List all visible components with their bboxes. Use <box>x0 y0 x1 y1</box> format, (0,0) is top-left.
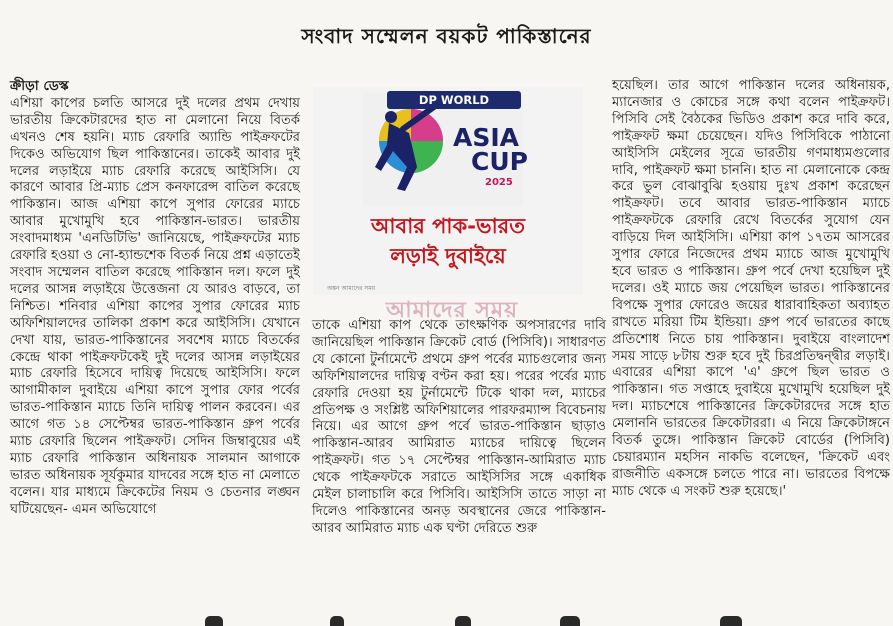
text-fragment-mark <box>330 616 344 626</box>
photo-caption <box>313 211 583 271</box>
text-fragment-mark <box>560 616 580 626</box>
article-column-3 <box>612 78 890 501</box>
text-fragment-mark <box>205 616 223 626</box>
caption-line-2: লড়াই দুবাইয়ে <box>390 244 506 268</box>
logo-text-asia: ASIA <box>453 123 520 152</box>
column-2-text: তাকে এশিয়া কাপ থেকে তাৎক্ষণিক অপসারণের দাবি জানিয়েছিল পাকিস্তান ক্রিকেট বোর্ড (পিসিবি)। সাধারণত যে কোনো টুর্নামেন্টে প্রথমে গ্রুপ পর্বের ম্যাচগুলোর জন্য অফিশিয়ালদের দায়িত্ব বণ্টন করা হয়। পরের পর্বের ম্যাচ রেফারি দেওয়া হয় টুর্নামেন্টে টিকে থাকা দল, ম্যাচের প্রতিপক্ষ ও সংশ্লিষ্ট অফিশিয়ালের পারফরম্যান্স বিবেচনায় নিয়ে। এর আগে গ্রুপ পর্বে ভারত-পাকিস্তান ছাড়াও পাকিস্তান-আরব আমিরাত ম্যাচের দায়িত্বে ছিলেন পাইক্রফট। গত ১৭ সেপ্টেম্বর পাকিস্তান-আমিরাত ম্যাচ থেকে পাইক্রফটকে সরাতে আইসিসির সঙ্গে একাধিক মেইল চালাচালি করে পিসিবি। আইসিসি তাতে সাড়া না দিলেও পাকিস্তানের অনড় অবস্থানের জেরে পাকিস্তান-আরব আমিরাত ম্যাচ এক ঘণ্টা দেরিতে শুরু <box>312 318 606 536</box>
article-column-1 <box>10 78 300 519</box>
byline-text: ক্রীড়া ডেস্ক <box>10 78 69 94</box>
photo-credit: অঙ্কন আমাদের সময় <box>327 285 376 292</box>
caption-line-1: আবার পাক-ভারত <box>371 214 525 238</box>
byline <box>10 78 300 96</box>
next-article-edge <box>0 612 893 626</box>
column-3-text: হয়েছিল। তার আগে পাকিস্তান দলের অধিনায়ক, ম্যানেজার ও কোচের সঙ্গে কথা বলেন পাইক্রফট। পিসিবি সেই বৈঠকের ভিডিও প্রকাশ করে দাবি করে, পাইক্রফট ক্ষমা চেয়েছেন। যদিও পিসিবিকে পাঠানো আইসিসি মেইলের সূত্রে ভারতীয় গণমাধ্যমগুলোর দাবি, পাইক্রফট ক্ষমা চাননি। হাত না মেলানোকে কেন্দ্র করে ভুল বোঝাবুঝি হওয়ায় দুঃখ প্রকাশ করেছেন পাইক্রফট। তবে আবার ভারত-পাকিস্তান ম্যাচে পাইক্রফটকে রেফারি রেখে বিতর্কের সুযোগ যেন বাড়িয়ে দিল আইসিসি। এশিয়া কাপ ১৭তম আসরের সুপার ফোরে নিজেদের প্রথম ম্যাচে আজ মুখোমুখি হবে ভারত ও পাকিস্তান। গ্রুপ পর্বে দেখা হয়েছিল দুই দলের। ওই ম্যাচে জয় পেয়েছিল ভারত। পাকিস্তানের বিপক্ষে সুপার ফোরেও জয়ের ধারাবাহিকতা অব্যাহত রাখতে মরিয়া টিম ইন্ডিয়া। গ্রুপ পর্বে ভারতের কাছে প্রতিশোধ নিতে চায় পাকিস্তান। দুবাইয়ে বাংলাদেশ সময় সাড়ে ৮টায় শুরু হবে দুই চিরপ্রতিদ্বন্দ্বীর লড়াই। এবারের এশিয়া কাপে 'এ' গ্রুপে ছিল ভারত ও পাকিস্তান। গত সপ্তাহে দুবাইয়ে মুখোমুখি হয়েছিল দুই দল। ম্যাচশেষে পাকিস্তানের ক্রিকেটারদের সঙ্গে হাত মেলাননি ভারতের ক্রিকেটাররা। এ নিয়ে ক্রিকেটাঙ্গনে বিতর্ক তুঙ্গে। পাকিস্তান ক্রিকেট বোর্ডের (পিসিবি) চেয়ারম্যান মহসিন নাকভি বলেছেন, 'ক্রিকেট এবং রাজনীতি একসঙ্গে চলতে পারে না। ভারতের বিপক্ষে ম্যাচ থেকে এ সংকট শুরু হয়েছে।' <box>612 78 890 499</box>
article-column-2 <box>312 318 606 538</box>
dp-world-badge: DP WORLD <box>387 91 521 109</box>
column-1-text: এশিয়া কাপের চলতি আসরে দুই দলের প্রথম দেখায় ভারতীয় ক্রিকেটারদের হাত না মেলানো নিয়ে বিতর্ক এখনও শেষ হয়নি। ম্যাচ রেফারি অ্যান্ডি পাইক্রফটের দিকেও অভিযোগ ছিল পাকিস্তানের। তাকেই আবার দুই দলের লড়াইয়ে ম্যাচ রেফারি করেছে আইসিসি। যে কারণে আবার প্রি-ম্যাচ প্রেস কনফারেন্স বাতিল করেছে পাকিস্তান। আজ এশিয়া কাপে সুপার ফোরের ম্যাচে আবার মুখোমুখি হবে পাকিস্তান-ভারত। ভারতীয় সংবাদমাধ্যম 'এনডিটিভি' জানিয়েছে, পাইক্রফটের ম্যাচ রেফারি হওয়া ও নো-হ্যান্ডশেক বিতর্ক নিয়ে প্রশ্ন এড়াতেই সংবাদ সম্মেলন বাতিল করেছে পাকিস্তান দল। ফলে দুই দলের আসন্ন লড়াইয়ে উত্তেজনা যে আরও বাড়বে, তা নিশ্চিত। শনিবার এশিয়া কাপের সুপার ফোরের ম্যাচ অফিশিয়ালদের তালিকা প্রকাশ করে আইসিসি। যেখানে দেখা যায়, ভারত-পাকিস্তানের সবশেষ ম্যাচে বিতর্কের কেন্দ্রে থাকা পাইক্রফটকেই দুই দলের আসন্ন লড়াইয়ের ম্যাচ রেফারি হিসেবে দায়িত্ব দিয়েছে আইসিসি। ফলে আগামীকাল দুবাইয়ে এশিয়া কাপে সুপার ফোর পর্বের ভারত-পাকিস্তান ম্যাচে তিনি দায়িত্ব পালন করবেন। এর আগে গত ১৪ সেপ্টেম্বর ভারত-পাকিস্তান গ্রুপ পর্বের ম্যাচ রেফারি ছিলেন পাইক্রফট। সেদিন জিম্বাবুয়ের এই ম্যাচ রেফারি পাকিস্তান অধিনায়ক সালমান আগাকে ভারত অধিনায়ক সূর্যকুমার যাদবের সঙ্গে হাত না মেলাতে বলেন। যার মাধ্যমে ক্রিকেটের নিয়ম ও চেতনার লঙ্ঘন ঘটিয়েছেন- এমন অভিযোগে <box>10 95 300 517</box>
headline: সংবাদ সম্মেলন বয়কট পাকিস্তানের <box>301 24 592 48</box>
article-photo <box>313 87 583 295</box>
logo-text-cup: CUP <box>471 147 528 176</box>
watermark: আমাদের সময় <box>385 298 519 323</box>
text-fragment-mark <box>720 616 742 626</box>
text-fragment-mark <box>455 616 471 626</box>
logo-year: 2025 <box>485 177 513 188</box>
